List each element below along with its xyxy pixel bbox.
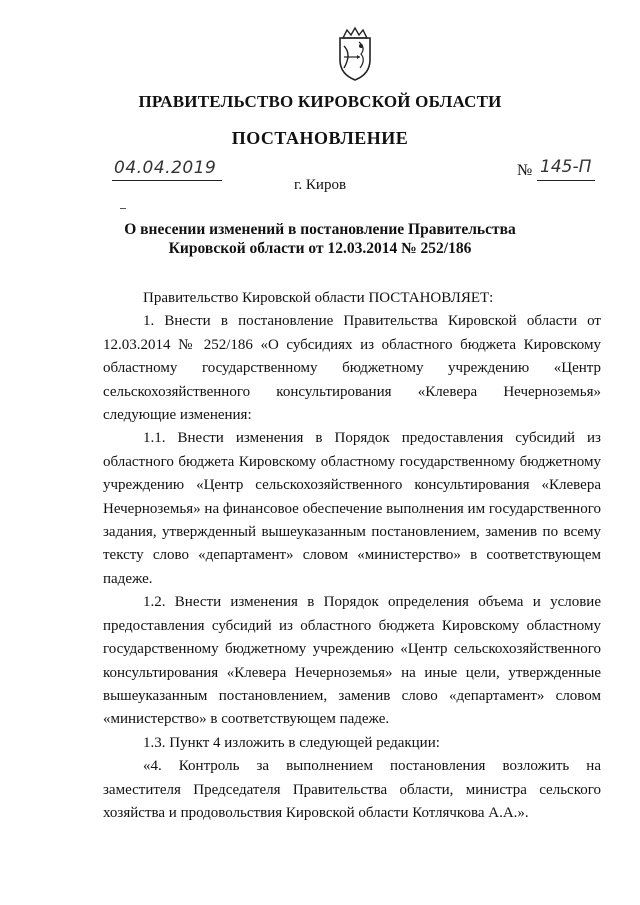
document-type: ПОСТАНОВЛЕНИЕ [231, 128, 409, 148]
document-number: 145-П [540, 157, 592, 177]
subject-line-1: О внесении изменений в постановление Правительства [124, 221, 516, 238]
margin-tick [120, 208, 126, 209]
subject-line-2: Кировской области от 12.03.2014 № 252/186 [168, 240, 472, 257]
number-label: № [517, 162, 533, 179]
body-paragraph: 1. Внести в постановление Правительства Кировской области от 12.03.2014 № 252/186 «О субсидиях из областного бюджета Кировскому областному государственному бюджетному учреждению «Центр сельскохозяйственного консультирования «Клевера Нечерноземья» следующие изменения: [103, 313, 601, 424]
document-body [103, 287, 601, 825]
body-paragraph: 1.1. Внести изменения в Порядок предоставления субсидий из областного бюджета Кировскому областному государственному бюджетному учреждению «Центр сельскохозяйственного консультирования «Клевера Нечерноземья» на финансовое обеспечение выполнения им государственного задания, утвержденный вышеуказанным постановлением, заменив по всему тексту слово «департамент» словом «министерство» в соответствующем падеже. [103, 430, 601, 587]
body-paragraph: Правительство Кировской области ПОСТАНОВЛЯЕТ: [143, 290, 494, 306]
body-paragraph: 1.2. Внести изменения в Порядок определения объема и условие предоставления субсидий из областного бюджета Кировскому областному государственному бюджетному учреждению «Центр сельскохозяйственного консультирования «Клевера Нечерноземья» на иные цели, утвержденные вышеуказанным постановлением, заменив слово «департамент» словом «министерство» в соответствующем падеже. [103, 594, 601, 728]
body-paragraph: «4. Контроль за выполнением постановления возложить на заместителя Председателя Правительства области, министра сельского хозяйства и продовольствия Кировской области Котлячкова А.А.». [103, 758, 601, 821]
document-subject [100, 220, 540, 258]
body-paragraph: 1.3. Пункт 4 изложить в следующей редакции: [143, 734, 440, 751]
city: г. Киров [293, 177, 347, 193]
document-date: 04.04.2019 [114, 158, 217, 178]
government-title: ПРАВИТЕЛЬСТВО КИРОВСКОЙ ОБЛАСТИ [138, 92, 502, 111]
kirov-coat-of-arms-icon [330, 24, 380, 84]
